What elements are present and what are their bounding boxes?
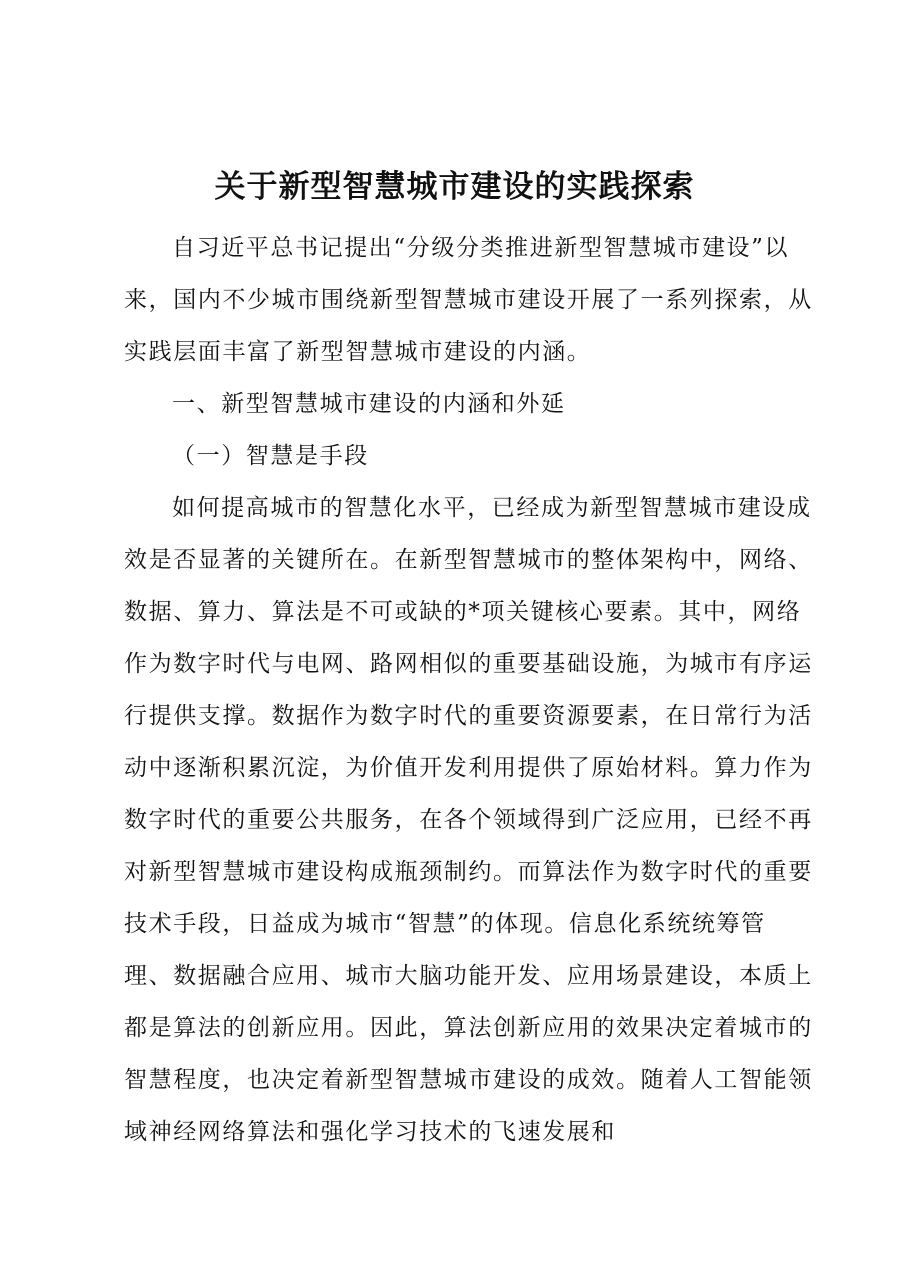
document-title: 关于新型智慧城市建设的实践探索 [214,169,695,205]
section-heading: 一、新型智慧城市建设的内涵和外延 [172,391,566,417]
subsection-heading: （一）智慧是手段 [172,443,369,469]
intro-paragraph: 自习近平总书记提出“分级分类推进新型智慧城市建设”以来，国内不少城市围绕新型智慧城市建设开展了一系列探索，从实践层面丰富了新型智慧城市建设的内涵。 [124,235,813,365]
body-paragraph: 如何提高城市的智慧化水平，已经成为新型智慧城市建设成效是否显著的关键所在。在新型智慧城市的整体架构中，网络、数据、算力、算法是不可或缺的*项关键核心要素。其中，网络作为数字时代与电网、路网相似的重要基础设施，为城市有序运行提供支撑。数据作为数字时代的重要资源要素，在日常行为活动中逐渐积累沉淀，为价值开发利用提供了原始材料。算力作为数字时代的重要公共服务，在各个领域得到广泛应用，已经不再对新型智慧城市建设构成瓶颈制约。而算法作为数字时代的重要技术手段，日益成为城市“智慧”的体现。信息化系统统筹管理、数据融合应用、城市大脑功能开发、应用场景建设，本质上都是算法的创新应用。因此，算法创新应用的效果决定着城市的智慧程度，也决定着新型智慧城市建设的成效。随着人工智能领域神经网络算法和强化学习技术的飞速发展和 [124,495,813,1145]
document-body [124,222,814,1158]
